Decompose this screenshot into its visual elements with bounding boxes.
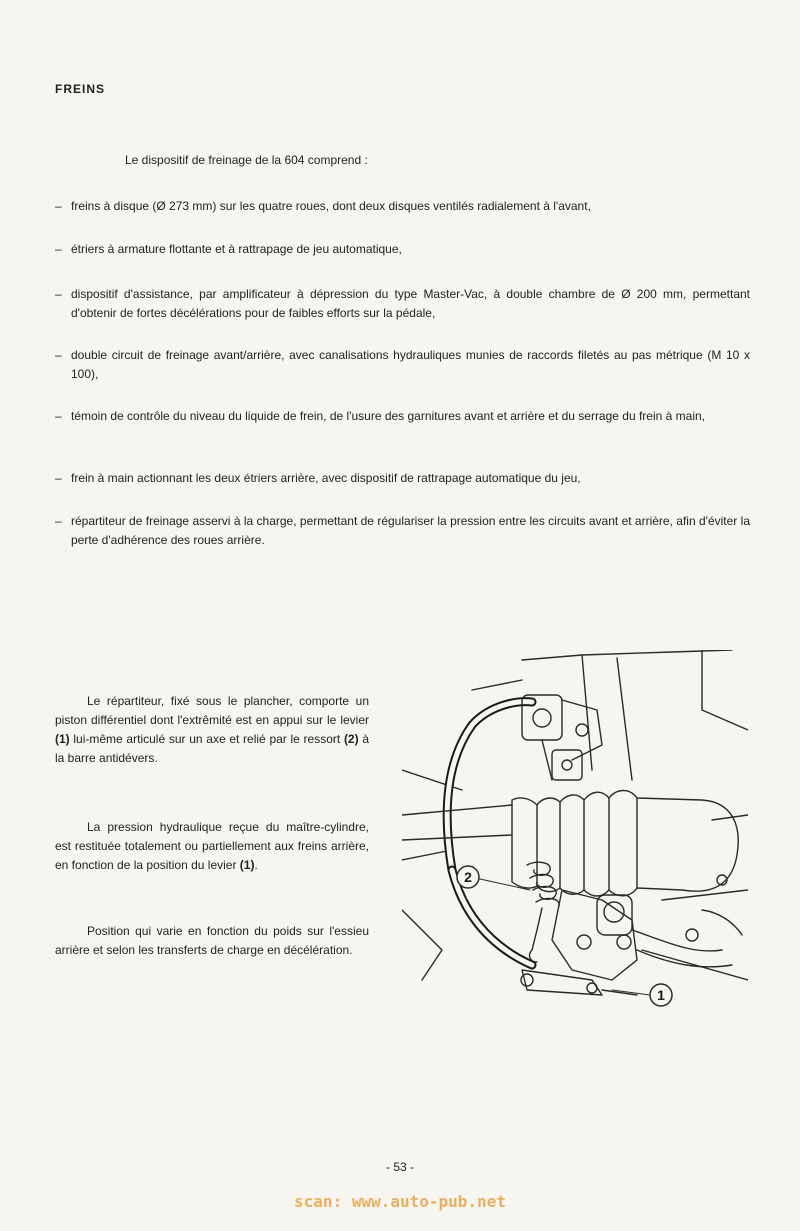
intro-sentence: Le dispositif de freinage de la 604 comprend : [125,153,368,167]
text-span: Le répartiteur, fixé sous le plancher, comporte un piston différentiel dont l'extrêmité est en appui sur le levier [55,694,369,727]
section-heading: FREINS [55,82,106,96]
list-item [55,285,750,323]
paragraph-pression [55,818,369,875]
dash-bullet: – [55,348,62,362]
list-item-text: étriers à armature flottante et à rattrapage de jeu automatique, [71,242,402,256]
text-span: La pression hydraulique reçue du maître-cylindre, est restituée totalement ou partiellement aux freins arrière, en fonction de la position du levier [55,820,369,872]
reference-lever: (1) [55,732,70,746]
list-item-text: répartiteur de freinage asservi à la charge, permettant de régulariser la pression entre les circuits avant et arrière, afin d'éviter la perte d'adhérence des roues arrière. [71,514,750,547]
dash-bullet: – [55,199,62,213]
list-item [55,197,750,216]
scan-credit-watermark: scan: www.auto-pub.net [294,1192,506,1211]
list-item [55,346,750,384]
callout-2 [457,866,479,888]
paragraph-position: Position qui varie en fonction du poids sur l'essieu arrière et selon les transferts de charge en décélération. [55,924,369,957]
page-number: - 53 - [385,1160,414,1174]
svg-text:2: 2 [464,869,472,885]
list-item-text: dispositif d'assistance, par amplificateur à dépression du type Master-Vac, à double chambre de Ø 200 mm, permettant d'obtenir de fortes décélérations pour de faibles efforts sur la pédale, [71,287,750,320]
list-item [55,512,750,550]
list-item-text: freins à disque (Ø 273 mm) sur les quatre roues, dont deux disques ventilés radialement à l'avant, [71,199,591,213]
paragraph-repartiteur [55,692,369,768]
dash-bullet: – [55,287,62,301]
list-item [55,469,750,488]
dash-bullet: – [55,514,62,528]
list-item-text: frein à main actionnant les deux étriers arrière, avec dispositif de rattrapage automatique du jeu, [71,471,581,485]
brake-distributor-illustration [402,650,748,1018]
text-span: . [254,858,258,872]
dash-bullet: – [55,471,62,485]
text-span: à la barre antidévers. [55,732,369,765]
list-item [55,240,750,259]
dash-bullet: – [55,409,62,423]
callout-1 [650,984,672,1006]
text-span: lui-même articulé sur un axe et relié par le ressort [69,732,344,746]
dash-bullet: – [55,242,62,256]
list-item-text: double circuit de freinage avant/arrière, avec canalisations hydrauliques munies de raccords filetés au pas métrique (M 10 x 100), [71,348,750,381]
list-item-text: témoin de contrôle du niveau du liquide de frein, de l'usure des garnitures avant et arrière et du serrage du frein à main, [71,409,706,423]
reference-lever: (1) [239,858,255,872]
reference-spring: (2) [343,732,359,746]
list-item [55,407,750,426]
svg-text:1: 1 [657,987,665,1003]
